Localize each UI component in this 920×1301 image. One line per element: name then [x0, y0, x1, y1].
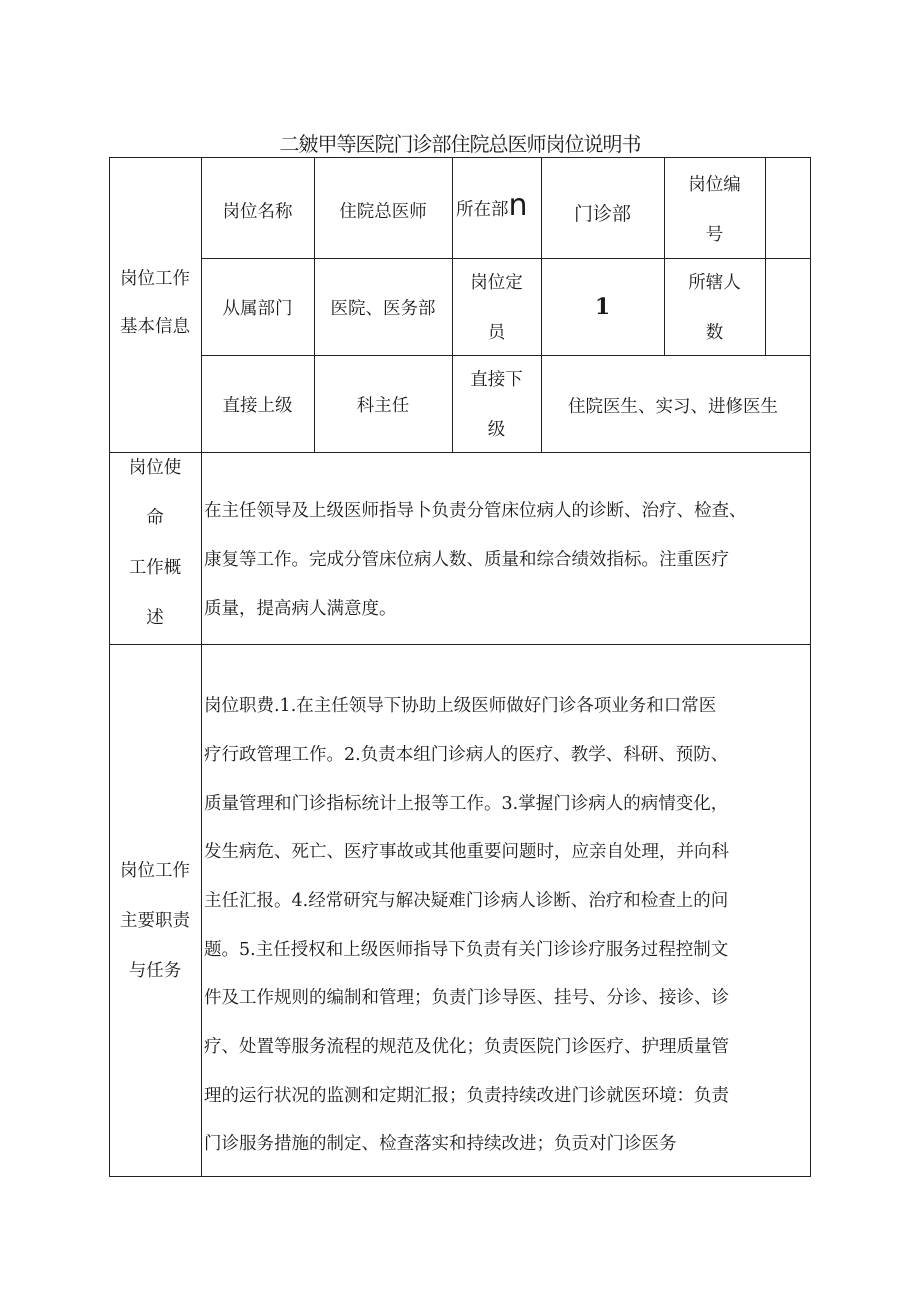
quota-line-1: 岗位定 — [470, 273, 523, 293]
mission-line: 在主任领导及上级医师指导卜负责分管床位病人的诊断、治疗、检查、 — [204, 501, 747, 521]
dept-value: 门诊部 — [573, 202, 631, 225]
superior-value: 科主任 — [356, 395, 410, 416]
quota-line-2: 员 — [487, 323, 506, 343]
affiliated-dept-label: 从属部门 — [222, 298, 293, 319]
post-no-line-2: 号 — [705, 225, 724, 245]
post-name-label: 岗位名称 — [222, 201, 293, 222]
direct-subordinate-label — [452, 355, 541, 455]
mission-label-line-3: 工作概 — [128, 558, 182, 578]
mission-label-line-1: 岗位使 — [128, 458, 182, 478]
post-no-line-1: 岗位编 — [688, 175, 741, 195]
mission-line: 康复等工作。完成分管床位病人数、质量和综合绩效指标。注重医疗 — [204, 550, 729, 570]
duties-line: 岗位职费.1.在主任领导下协助上级医师做好门诊各项业务和口常医 — [204, 696, 717, 716]
dept-label-text: 所在部 — [456, 200, 509, 220]
basic-label-line-2: 基本信息 — [120, 317, 190, 337]
subordinates-line-1: 所辖人 — [688, 273, 741, 293]
mission-label-line-4: 述 — [146, 608, 164, 628]
basic-info-section-label — [109, 255, 201, 351]
duties-line: 门诊服务措施的制定、检查落实和持续改进；负贡对门诊医务 — [204, 1134, 677, 1154]
duties-line: 发生病危、死亡、医疗事故或其他重要问题时，应亲自处理，并向科 — [204, 842, 729, 862]
dept-label-suffix: n — [508, 188, 528, 223]
duties-line: 件及工作规则的编制和管理；负责门诊导医、挂号、分诊、接诊、诊 — [204, 988, 729, 1008]
quota-value: 1 — [594, 294, 611, 320]
document-title: 二皴甲等医院门诊部住院总医师岗位说明书 — [279, 132, 641, 156]
duties-line: 疗行政管理工作。2.负责本组门诊病人的医疗、教学、科研、预防、 — [204, 745, 729, 765]
duties-label-line-3: 与任务 — [128, 961, 182, 981]
post-name-value: 住院总医师 — [339, 201, 427, 222]
duties-line: 主任汇报。4.经常研究与解决疑难门诊病人诊断、治疗和检查上的问 — [204, 891, 729, 911]
quota-label — [452, 258, 541, 358]
duties-section-label — [109, 846, 201, 996]
duties-label-line-1: 岗位工作 — [120, 861, 190, 881]
duties-line: 题。5.主任授权和上级医师指导下负责有关门诊诊疗服务过程控制文 — [204, 940, 729, 960]
mission-line: 质量，提高病人满意度。 — [204, 599, 397, 619]
direct-subordinate-value: 住院医生、实习、进修医生 — [568, 397, 778, 417]
basic-label-line-1: 岗位工作 — [120, 269, 190, 289]
duties-line: 质量管理和门诊指标统计上报等工作。3.掌握门诊病人的病情变化， — [204, 794, 729, 814]
post-number-label — [664, 160, 765, 260]
subordinates-line-2: 数 — [705, 323, 724, 343]
duties-label-line-2: 主要职责 — [120, 911, 190, 931]
direct-sub-line-1: 直接下 — [470, 370, 523, 390]
duties-line: 疗、处置等服务流程的规范及优化；负责医院门诊医疗、护理质量管 — [204, 1037, 729, 1057]
subordinates-count-label — [664, 258, 765, 358]
mission-label-line-2: 命 — [146, 508, 164, 528]
dept-label — [456, 188, 542, 236]
superior-label: 直接上级 — [222, 395, 293, 416]
duties-line: 理的运行状况的监测和定期汇报；负责持续改进门诊就医环境：负责 — [204, 1086, 729, 1106]
mission-section-label — [109, 443, 201, 643]
direct-sub-line-2: 级 — [487, 420, 506, 440]
affiliated-dept-value: 医院、医务部 — [330, 298, 436, 319]
